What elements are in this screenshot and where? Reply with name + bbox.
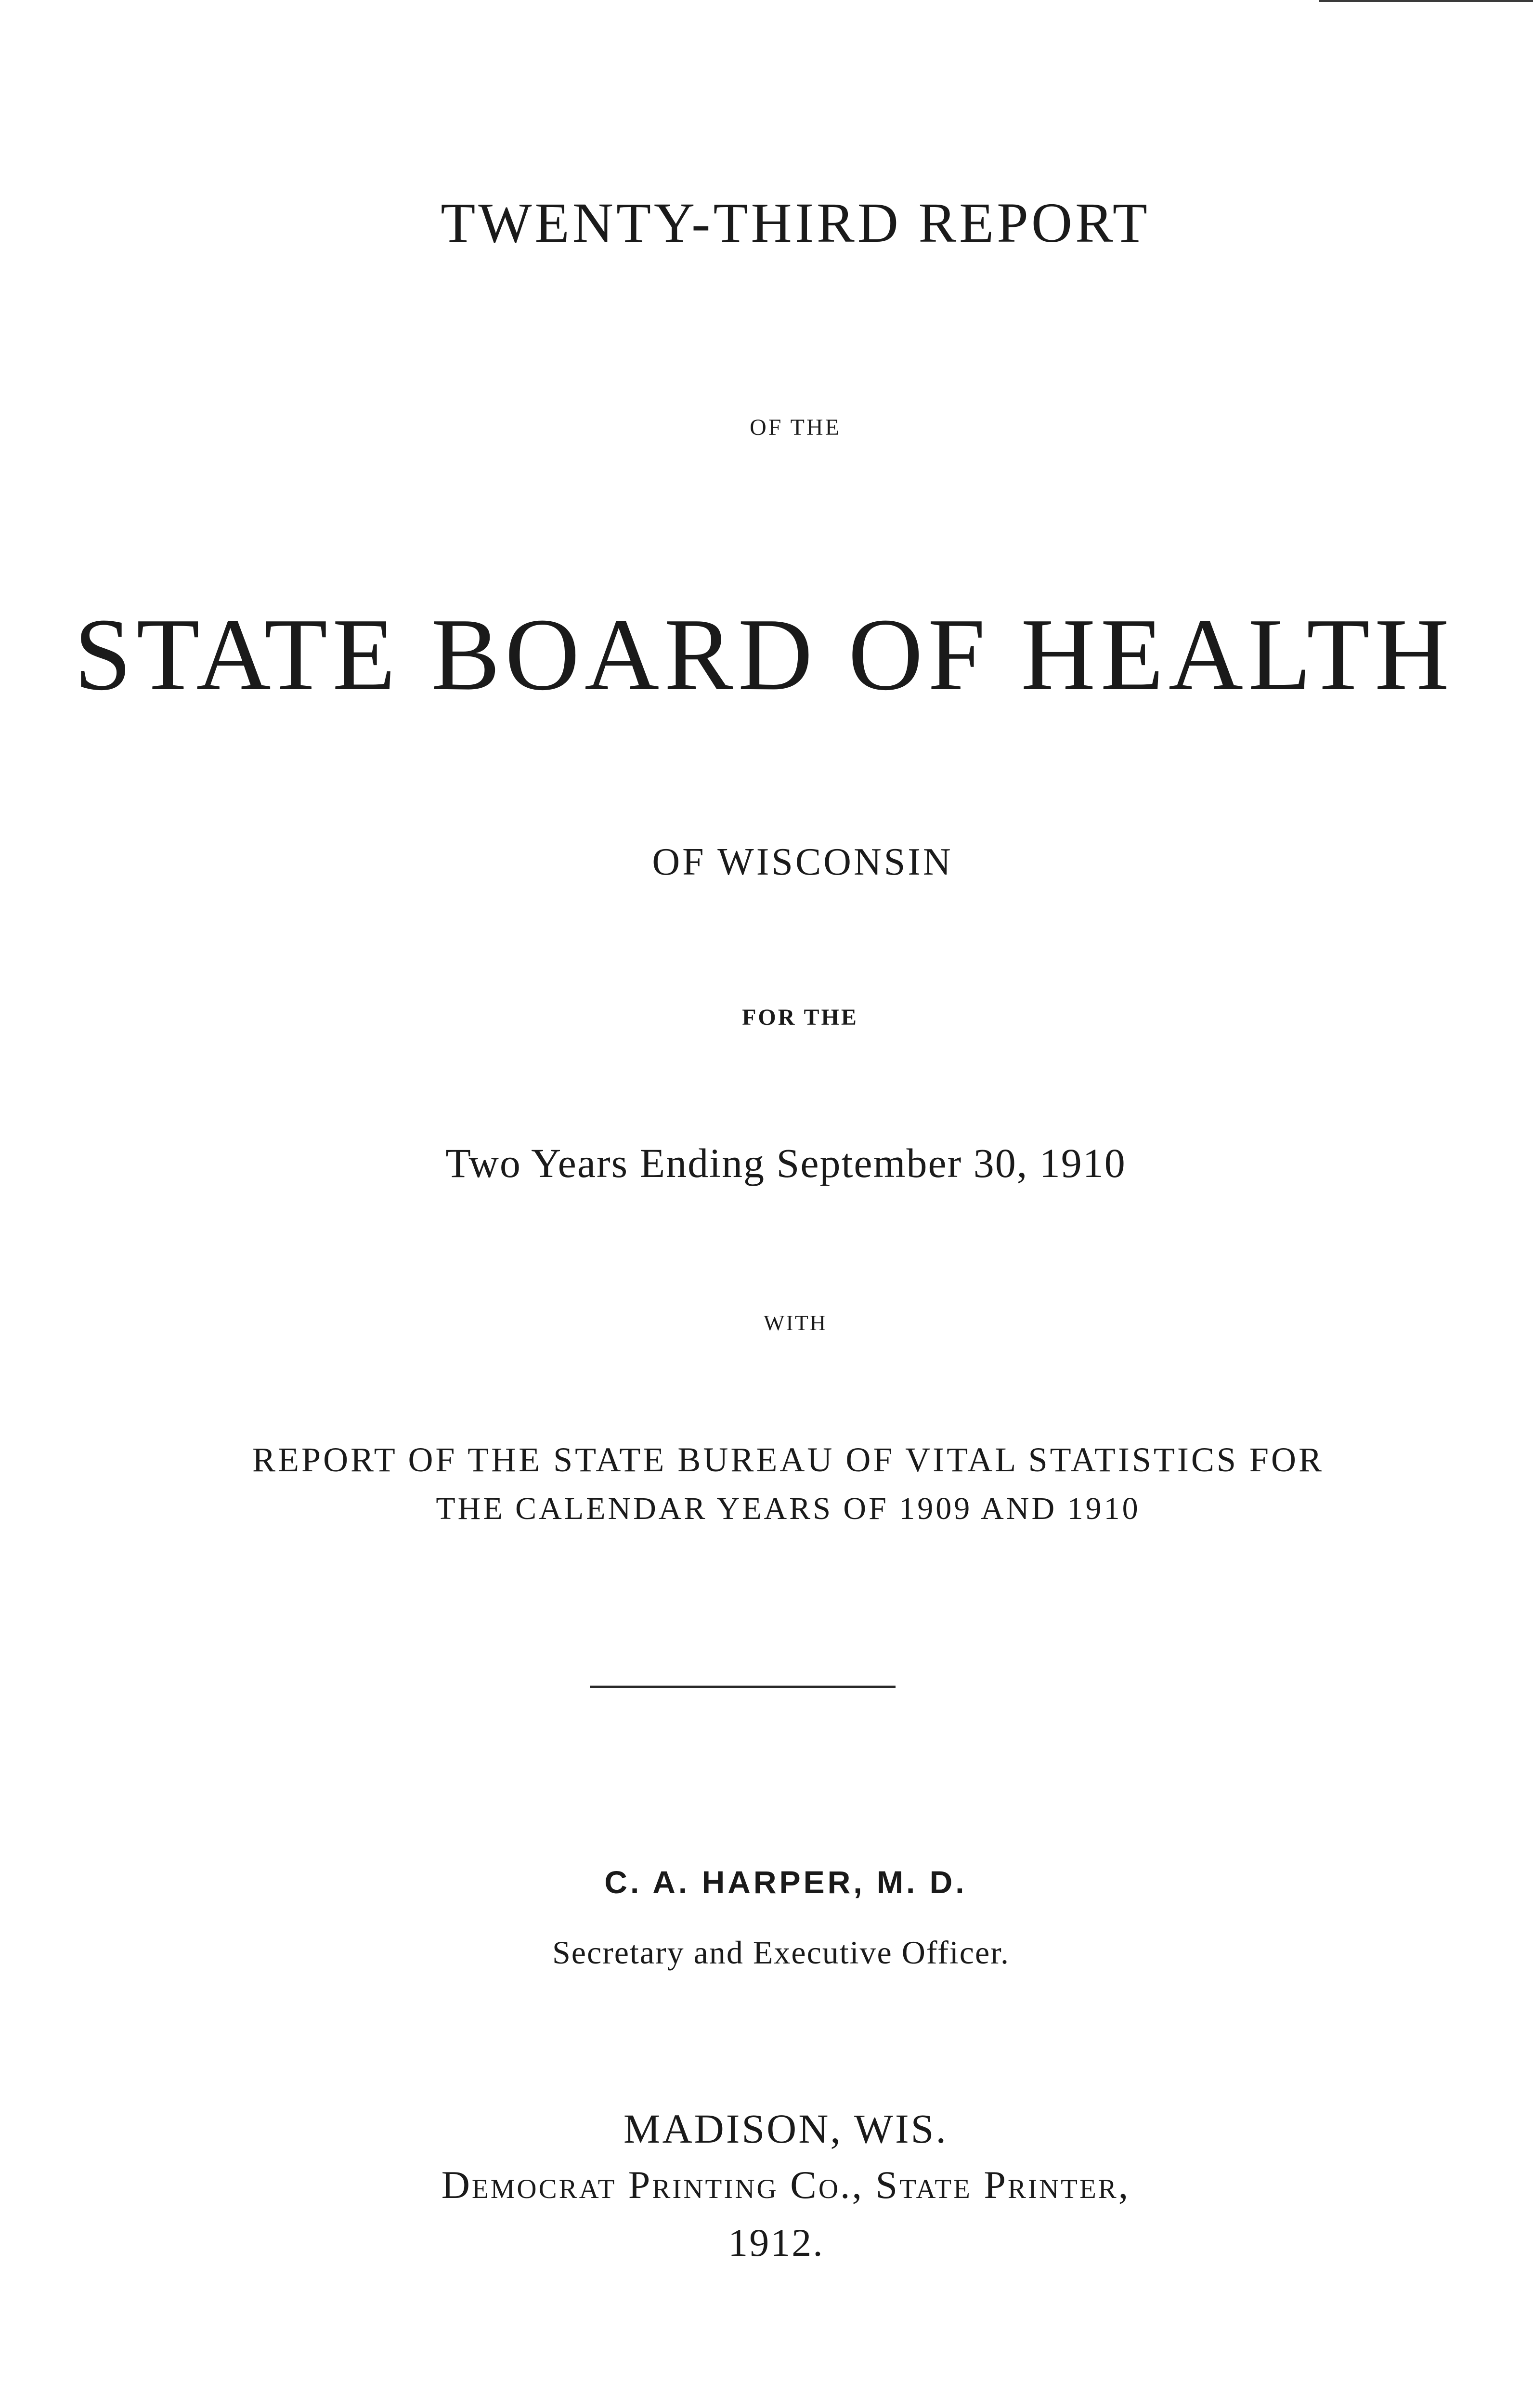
of-the-label: OF THE <box>750 415 841 440</box>
bureau-line-1: REPORT OF THE STATE BUREAU OF VITAL STATISTICS FOR <box>252 1440 1324 1479</box>
report-period: Two Years Ending September 30, 1910 <box>445 1140 1126 1186</box>
author-title: Secretary and Executive Officer. <box>552 1934 1010 1971</box>
with-label: WITH <box>763 1310 828 1335</box>
for-the-label: FOR THE <box>742 1005 858 1030</box>
divider-rule <box>590 1686 896 1688</box>
corner-rule <box>1319 0 1533 2</box>
state-name: OF WISCONSIN <box>652 841 953 883</box>
board-name: STATE BOARD OF HEALTH <box>74 597 1455 712</box>
publication-year: 1912. <box>728 2221 824 2264</box>
author-name: C. A. HARPER, M. D. <box>604 1864 967 1900</box>
report-title: TWENTY-THIRD REPORT <box>441 191 1150 254</box>
bureau-line-2: THE CALENDAR YEARS OF 1909 AND 1910 <box>436 1491 1141 1526</box>
printer-name: Democrat Printing Co., State Printer, <box>441 2163 1130 2207</box>
publication-place: MADISON, WIS. <box>624 2106 948 2152</box>
